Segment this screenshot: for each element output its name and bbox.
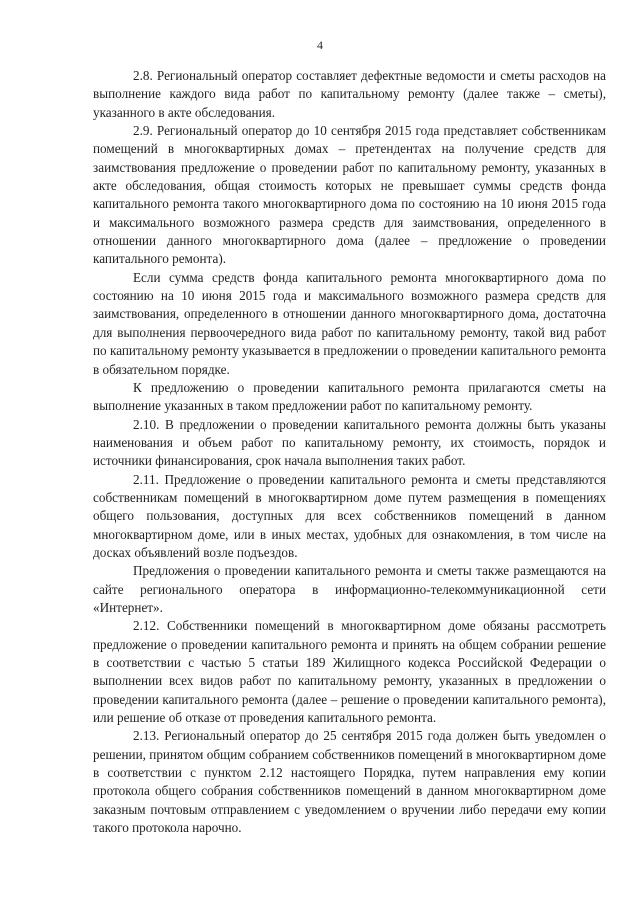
document-body (93, 67, 606, 837)
paragraph-2-11-internet: Предложения о проведении капитального ремонта и сметы также размещаются на сайте регионального оператора в информационно-телекоммуникационной сети «Интернет». (93, 563, 606, 615)
paragraph-2-9-estimates: К предложению о проведении капитального ремонта прилагаются сметы на выполнение указанных в таком предложении работ по капитальному ремонту. (93, 379, 606, 414)
page-number: 4 (317, 38, 323, 52)
paragraph-2-10: 2.10. В предложении о проведении капитального ремонта должны быть указаны наименования и объем работ по капитальному ремонту, их стоимость, порядок и источники финансирования, срок начала выполнения таких работ. (93, 416, 606, 469)
paragraph-2-8: 2.8. Региональный оператор составляет дефектные ведомости и сметы расходов на выполнение каждого вида работ по капитальному ремонту (далее также – сметы), указанного в акте обследования. (93, 68, 606, 120)
paragraph-2-12: 2.12. Собственники помещений в многоквартирном доме обязаны рассмотреть предложение о проведении капитального ремонта и принять на общем собрании решение в соответствии с частью 5 статьи 189 Жилищного кодекса Российской Федерации о выполнении всех видов работ по капитальному ремонту, указанных в предложении о проведении капитального ремонта (далее – решение о проведении капитального ремонта), или решение об отказе от проведения капитального ремонта. (93, 618, 606, 726)
paragraph-2-9-sufficiency: Если сумма средств фонда капитального ремонта многоквартирного дома по состоянию на 10 июня 2015 года и максимального возможного размера средств для заимствования, определенного в отношении данного многоквартирного дома, достаточна для выполнения первоочередного вида работ по капитальному ремонту, такой вид работ по капитальному ремонту указывается в предложении о проведении капитального ремонта в обязательном порядке. (93, 269, 606, 377)
paragraph-2-9: 2.9. Региональный оператор до 10 сентября 2015 года представляет собственникам помещений в многоквартирных домах – претендентах на получение средств для заимствования предложение о проведении работ по капитальному ремонту, указанных в акте обследования, общая стоимость которых не превышает суммы средств фонда капитального ремонта такого многоквартирного дома по состоянию на 10 июня 2015 года и максимального возможного размера средств для заимствования, определенного в отношении данного многоквартирного дома (далее – предложение о проведении капитального ремонта). (93, 123, 606, 267)
paragraph-2-13: 2.13. Региональный оператор до 25 сентября 2015 года должен быть уведомлен о решении, принятом общим собранием собственников помещений в многоквартирном доме в соответствии с пунктом 2.12 настоящего Порядка, путем направления ему копии протокола общего собрания собственников помещений в данном многоквартирном доме заказным почтовым отправлением с уведомлением о вручении либо передачи ему копии такого протокола нарочно. (93, 728, 606, 836)
paragraph-2-11: 2.11. Предложение о проведении капитального ремонта и сметы представляются собственникам помещений в многоквартирном доме путем размещения в помещениях общего пользования, доступных для всех собственников помещений в данном многоквартирном доме, или в иных местах, удобных для ознакомления, в том числе на досках объявлений возле подъездов. (93, 471, 606, 560)
